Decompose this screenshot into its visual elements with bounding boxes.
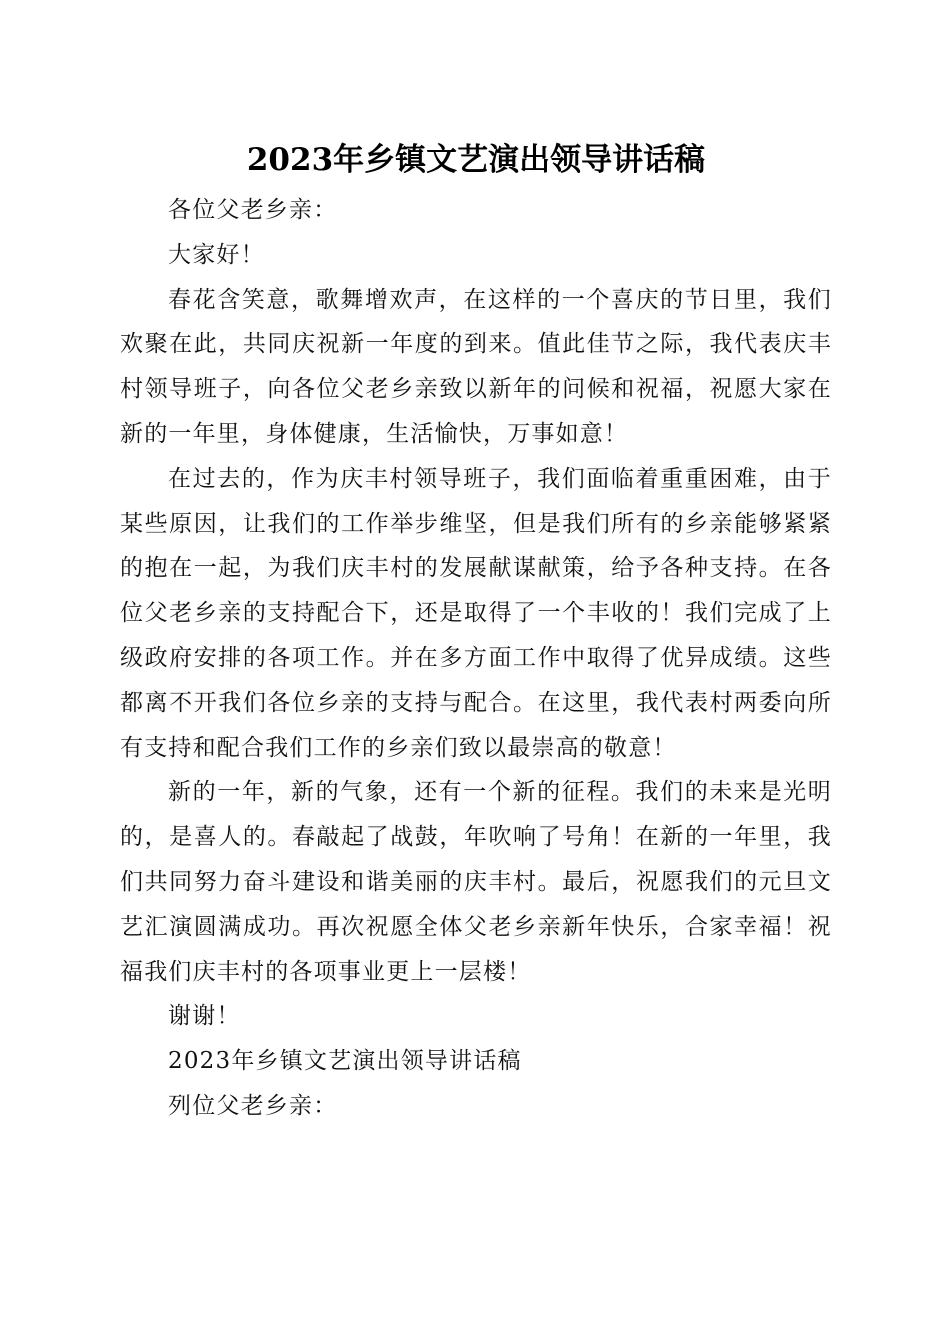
document-title: 2023年乡镇文艺演出领导讲话稿 <box>246 142 706 178</box>
closing-thanks: 谢谢！ <box>168 1003 241 1030</box>
document-page <box>120 136 832 1129</box>
body-paragraph-1: 春花含笑意，歌舞增欢声，在这样的一个喜庆的节日里，我们欢聚在此，共同庆祝新一年度的到来。值此佳节之际，我代表庆丰村领导班子，向各位父老乡亲致以新年的问候和祝福，祝愿大家在新的一年里，身体健康，生活愉快，万事如意！ <box>120 286 832 447</box>
greeting: 大家好！ <box>168 241 265 268</box>
salutation: 各位父老乡亲： <box>168 197 338 223</box>
repeated-title-line: 2023年乡镇文艺演出领导讲话稿 <box>168 1048 522 1075</box>
body-paragraph-2: 在过去的，作为庆丰村领导班子，我们面临着重重困难，由于某些原因，让我们的工作举步维坚，但是我们所有的乡亲能够紧紧的抱在一起，为我们庆丰村的发展献谋献策，给予各种支持。在各位父老乡亲的支持配合下，还是取得了一个丰收的！我们完成了上级政府安排的各项工作。并在多方面工作中取得了优异成绩。这些都离不开我们各位乡亲的支持与配合。在这里，我代表村两委向所有支持和配合我们工作的乡亲们致以最崇高的敬意！ <box>120 465 832 761</box>
second-salutation: 列位父老乡亲： <box>168 1092 338 1119</box>
body-paragraph-3: 新的一年，新的气象，还有一个新的征程。我们的未来是光明的，是喜人的。春敲起了战鼓，年吹响了号角！在新的一年里，我们共同努力奋斗建设和谐美丽的庆丰村。最后，祝愿我们的元旦文艺汇演圆满成功。再次祝愿全体父老乡亲新年快乐，合家幸福！祝福我们庆丰村的各项事业更上一层楼！ <box>120 779 832 985</box>
